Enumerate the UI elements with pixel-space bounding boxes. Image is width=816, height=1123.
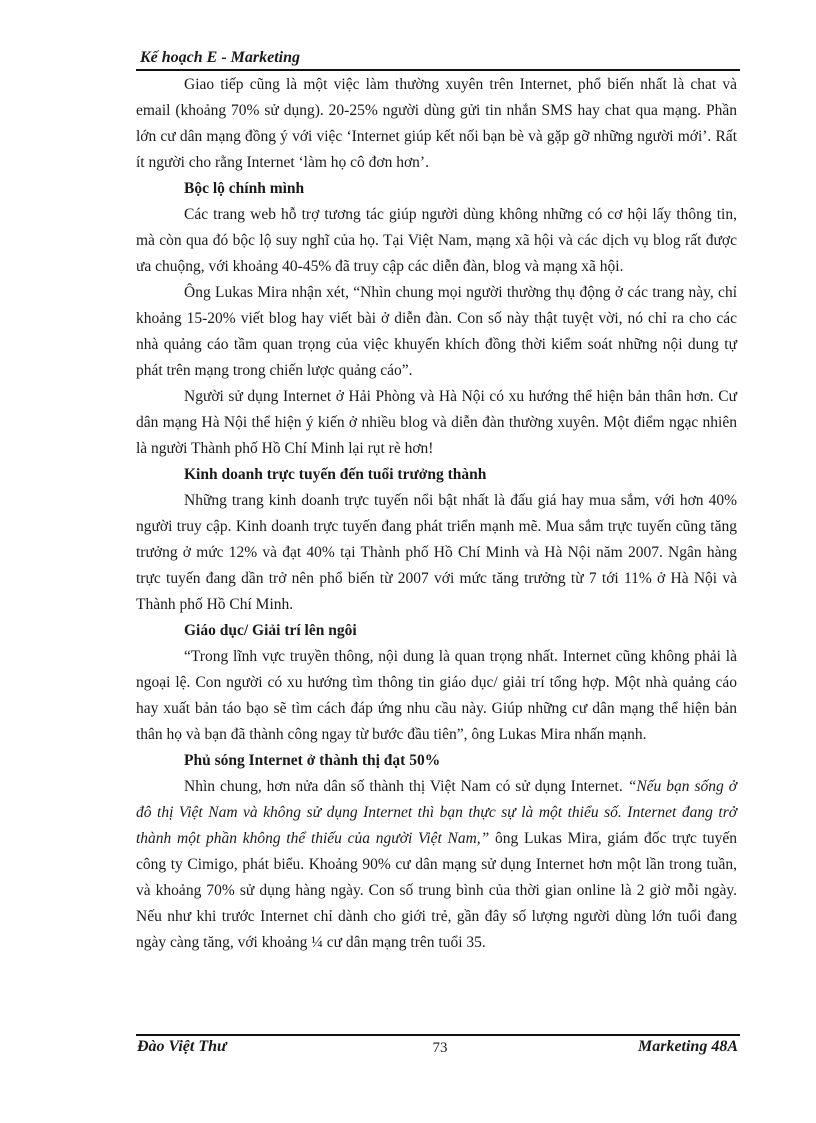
footer-author: Đào Việt Thư xyxy=(137,1038,227,1055)
section-heading-urban-coverage: Phủ sóng Internet ở thành thị đạt 50% xyxy=(184,752,441,769)
urban-usage-intro: Nhìn chung, hơn nửa dân số thành thị Việt Nam có sử dụng Internet. xyxy=(184,778,628,795)
paragraph-regional-users: Người sử dụng Internet ở Hải Phòng và Hà Nội có xu hướng thể hiện bản thân hơn. Cư dân mạng Hà Nội thể hiện ý kiến ở nhiều blog và diễn đàn thường xuyên. Một điểm ngạc nhiên là người Thành phố Hồ Chí Minh lại rụt rè hơn! xyxy=(136,388,737,457)
section-heading-online-business: Kinh doanh trực tuyến đến tuổi trưởng thành xyxy=(184,466,487,483)
header-divider xyxy=(136,69,740,71)
footer-class-name: Marketing 48A xyxy=(637,1038,738,1055)
urban-usage-rest: ông Lukas Mira, giám đốc trực tuyến công ty Cimigo, phát biểu. Khoảng 90% cư dân mạng sử dụng Internet hơn một lần trong tuần, và khoảng 70% sử dụng hàng ngày. Con số trung bình của thời gian online là 2 giờ mỗi ngày. Nếu như khi trước Internet chỉ dành cho giới trẻ, gần đây số lượng người dùng lớn tuổi đang ngày càng tăng, với khoảng ¼ cư dân mạng trên tuổi 35. xyxy=(136,830,737,951)
urban-usage-quote: “Nếu bạn sống ở đô thị Việt Nam và không sử dụng Internet thì bạn thực sự là một thiểu số. Internet đang trở thành một phần không thể thiếu của người Việt Nam,” xyxy=(136,778,737,847)
paragraph-lukas-mira-quote: Ông Lukas Mira nhận xét, “Nhìn chung mọi người thường thụ động ở các trang này, chỉ khoảng 15-20% viết blog hay viết bài ở diễn đàn. Con số này thật tuyệt vời, nó chỉ ra cho các nhà quảng cáo tầm quan trọng của việc khuyến khích đồng thời kiểm soát những nội dung tự phát trên mạng trong chiến lược quảng cáo”. xyxy=(136,284,737,379)
page-number: 73 xyxy=(432,1040,448,1056)
section-heading-education-entertainment: Giáo dục/ Giải trí lên ngôi xyxy=(184,622,357,639)
footer-divider xyxy=(136,1034,740,1036)
paragraph-urban-usage xyxy=(136,774,737,956)
paragraph-online-business: Những trang kinh doanh trực tuyến nổi bật nhất là đấu giá hay mua sắm, với hơn 40% người truy cập. Kinh doanh trực tuyến đang phát triển mạnh mẽ. Mua sắm trực tuyến cũng tăng trưởng ở mức 12% và đạt 40% tại Thành phố Hồ Chí Minh và Hà Nội năm 2007. Ngân hàng trực tuyến đang dần trở nên phổ biến từ 2007 với mức tăng trưởng từ 7 tới 11% ở Hà Nội và Thành phố Hồ Chí Minh. xyxy=(136,492,737,613)
document-body xyxy=(136,72,737,956)
paragraph-communication: Giao tiếp cũng là một việc làm thường xuyên trên Internet, phổ biến nhất là chat và email (khoảng 70% sử dụng). 20-25% người dùng gửi tin nhắn SMS hay chat qua mạng. Phần lớn cư dân mạng đồng ý với việc ‘Internet giúp kết nối bạn bè và gặp gỡ những người mới’. Rất ít người cho rằng Internet ‘làm họ cô đơn hơn’. xyxy=(136,76,737,171)
paragraph-content-importance: “Trong lĩnh vực truyền thông, nội dung là quan trọng nhất. Internet cũng không phải là ngoại lệ. Con người có xu hướng tìm thông tin giáo dục/ giải trí tổng hợp. Một nhà quảng cáo hay xuất bản táo bạo sẽ tìm cách đáp ứng nhu cầu này. Giúp những cư dân mạng thể hiện bản thân họ và bạn đã thành công ngay từ bước đầu tiên”, ông Lukas Mira nhấn mạnh. xyxy=(136,648,737,743)
paragraph-interactive-sites: Các trang web hỗ trợ tương tác giúp người dùng không những có cơ hội lấy thông tin, mà còn qua đó bộc lộ suy nghĩ của họ. Tại Việt Nam, mạng xã hội và các dịch vụ blog rất được ưa chuộng, với khoảng 40-45% đã truy cập các diễn đàn, blog và mạng xã hội. xyxy=(136,206,737,275)
running-header-title: Kế hoạch E - Marketing xyxy=(140,49,301,66)
section-heading-self-expression: Bộc lộ chính mình xyxy=(184,180,305,197)
